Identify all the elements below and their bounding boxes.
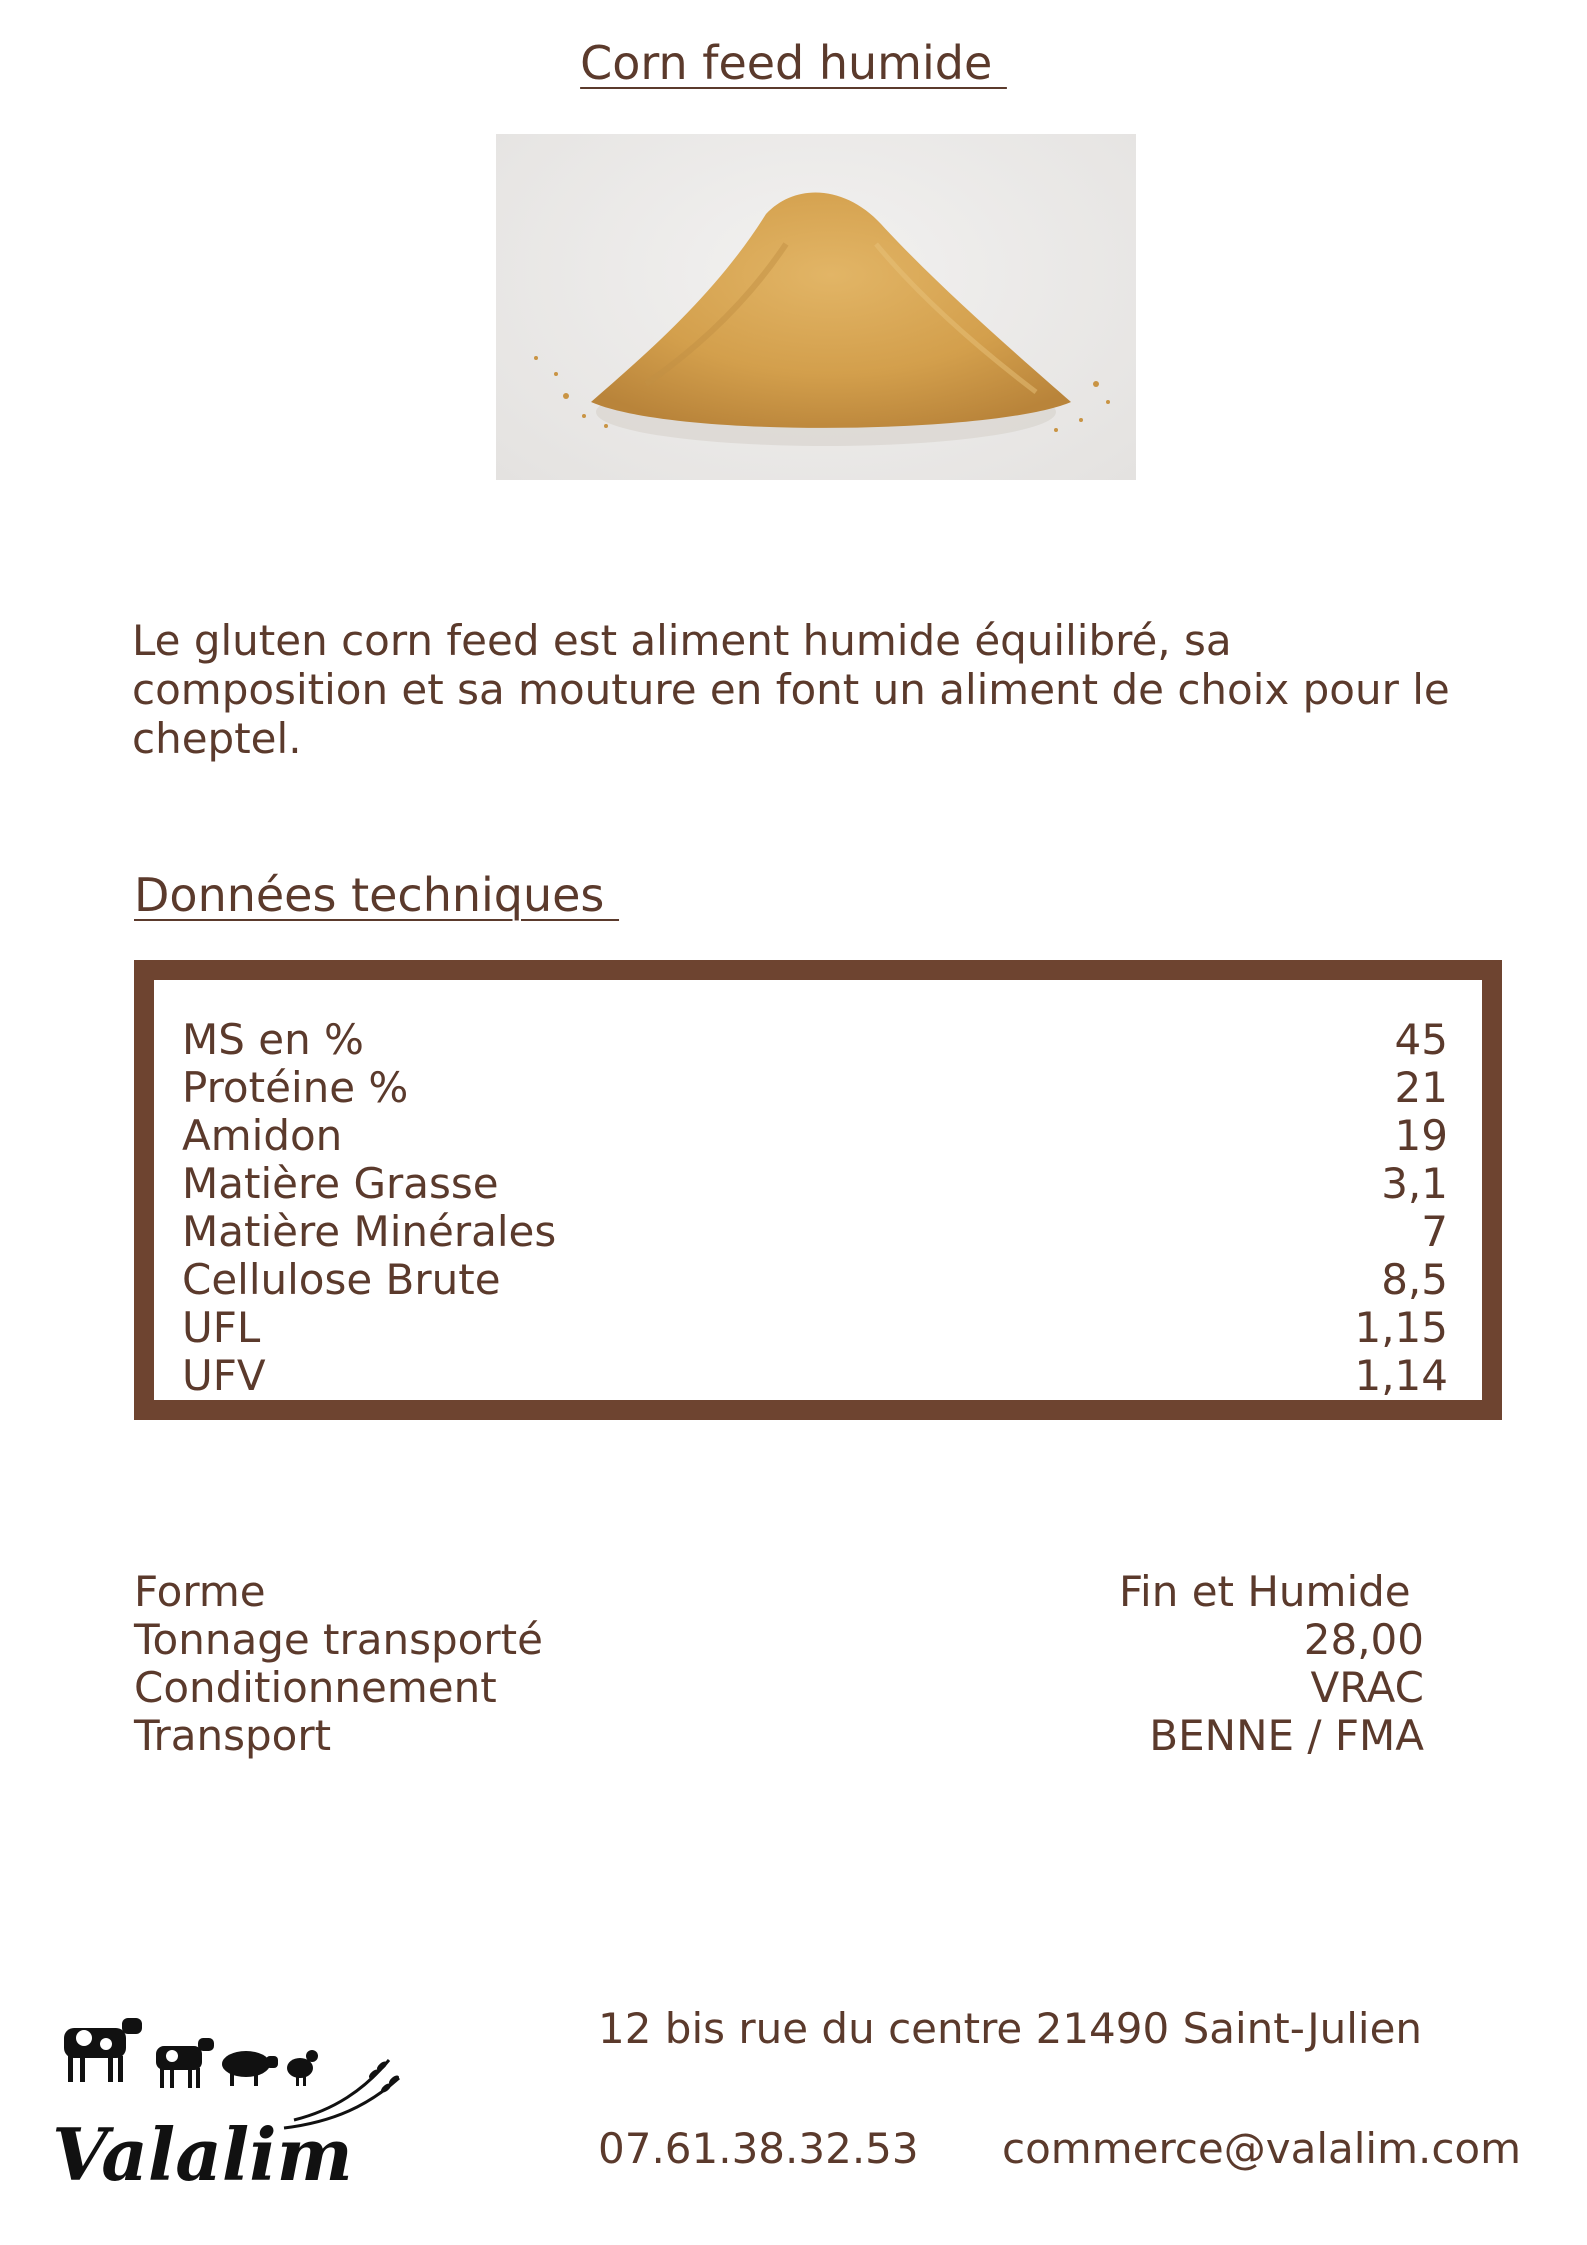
- spec-value: BENNE / FMA: [1149, 1711, 1424, 1760]
- table-row: [182, 1064, 1448, 1112]
- valalim-logo: [44, 2000, 434, 2210]
- row-value: 45: [1394, 1015, 1448, 1064]
- spec-label: Tonnage transporté: [134, 1615, 543, 1664]
- row-value: 21: [1394, 1063, 1448, 1112]
- row-label: Amidon: [182, 1111, 343, 1160]
- technical-table: [134, 960, 1502, 1420]
- row-value: 3,1: [1381, 1159, 1448, 1208]
- table-row: [182, 1208, 1448, 1256]
- list-item: [134, 1616, 1424, 1664]
- list-item: [134, 1712, 1424, 1760]
- spec-value: VRAC: [1310, 1663, 1424, 1712]
- spec-label: Forme: [134, 1567, 266, 1616]
- table-row: [182, 1304, 1448, 1352]
- row-value: 8,5: [1381, 1255, 1448, 1304]
- footer-phone: 07.61.38.32.53: [598, 2124, 919, 2173]
- table-row: [182, 1112, 1448, 1160]
- row-value: 1,14: [1354, 1351, 1448, 1400]
- footer-email: commerce@valalim.com: [1002, 2124, 1522, 2173]
- pig-icon: [222, 2051, 278, 2086]
- row-label: Protéine %: [182, 1063, 409, 1112]
- intro-text: Le gluten corn feed est aliment humide équilibré, sa composition et sa mouture en font un aliment de choix pour le cheptel.: [132, 616, 1450, 763]
- list-item: [134, 1568, 1424, 1616]
- row-label: UFV: [182, 1351, 266, 1400]
- row-label: UFL: [182, 1303, 261, 1352]
- spec-value: Fin et Humide: [1118, 1567, 1424, 1616]
- cow-icon: [64, 2018, 142, 2082]
- hen-icon: [287, 2050, 318, 2086]
- spec-label: Transport: [134, 1711, 332, 1760]
- spec-value: 28,00: [1303, 1615, 1424, 1664]
- row-value: 19: [1394, 1111, 1448, 1160]
- page-title: Corn feed humide: [580, 36, 1007, 90]
- spec-label: Conditionnement: [134, 1663, 497, 1712]
- row-value: 1,15: [1354, 1303, 1448, 1352]
- technical-heading: Données techniques: [134, 868, 620, 922]
- table-row: [182, 1256, 1448, 1304]
- logo-wordmark: Valalim: [52, 2112, 353, 2197]
- list-item: [134, 1664, 1424, 1712]
- calf-icon: [156, 2038, 214, 2088]
- row-label: MS en %: [182, 1015, 364, 1064]
- product-photo: [496, 134, 1136, 480]
- table-row: [182, 1352, 1448, 1400]
- spec-list: [134, 1568, 1424, 1760]
- table-row: [182, 1016, 1448, 1064]
- row-label: Matière Minérales: [182, 1207, 557, 1256]
- row-value: 7: [1421, 1207, 1448, 1256]
- row-label: Matière Grasse: [182, 1159, 499, 1208]
- row-label: Cellulose Brute: [182, 1255, 501, 1304]
- footer-address: 12 bis rue du centre 21490 Saint-Julien: [598, 2004, 1423, 2053]
- table-row: [182, 1160, 1448, 1208]
